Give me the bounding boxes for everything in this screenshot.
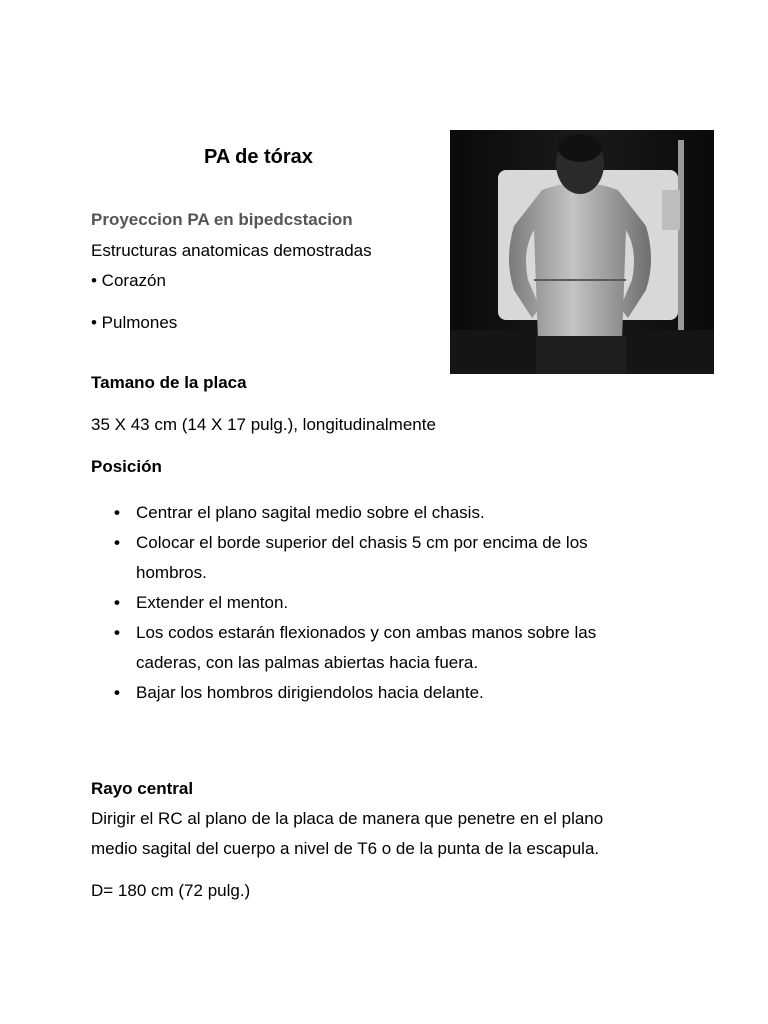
page-title: PA de tórax: [204, 146, 313, 168]
central-ray-heading: Rayo central: [91, 779, 194, 798]
list-item: • Centrar el plano sagital medio sobre el chasis.: [92, 498, 652, 528]
position-heading: Posición: [91, 457, 162, 476]
distance-text: D= 180 cm (72 pulg.): [91, 881, 251, 900]
structures-heading: Estructuras anatomicas demostradas: [91, 241, 372, 260]
list-item: • Bajar los hombros dirigiendolos hacia delante.: [92, 678, 652, 708]
structure-item-heart: • Corazón: [91, 271, 166, 290]
plate-size-heading: Tamano de la placa: [91, 373, 247, 392]
chest-pa-photo: [450, 130, 714, 374]
list-item: • Extender el menton.: [92, 588, 652, 618]
structure-item-lungs: • Pulmones: [91, 313, 178, 332]
list-item: • Los codos estarán flexionados y con ambas manos sobre las caderas, con las palmas abiertas hacia fuera.: [92, 618, 652, 678]
central-ray-text-line-2: medio sagital del cuerpo a nivel de T6 o de la punta de la escapula.: [91, 839, 600, 858]
position-list: [92, 498, 652, 708]
plate-size-text: 35 X 43 cm (14 X 17 pulg.), longitudinalmente: [91, 415, 436, 434]
list-item: • Colocar el borde superior del chasis 5 cm por encima de los hombros.: [92, 528, 652, 588]
projection-subtitle: Proyeccion PA en bipedcstacion: [91, 210, 353, 229]
central-ray-text-line-1: Dirigir el RC al plano de la placa de manera que penetre en el plano: [91, 809, 604, 828]
